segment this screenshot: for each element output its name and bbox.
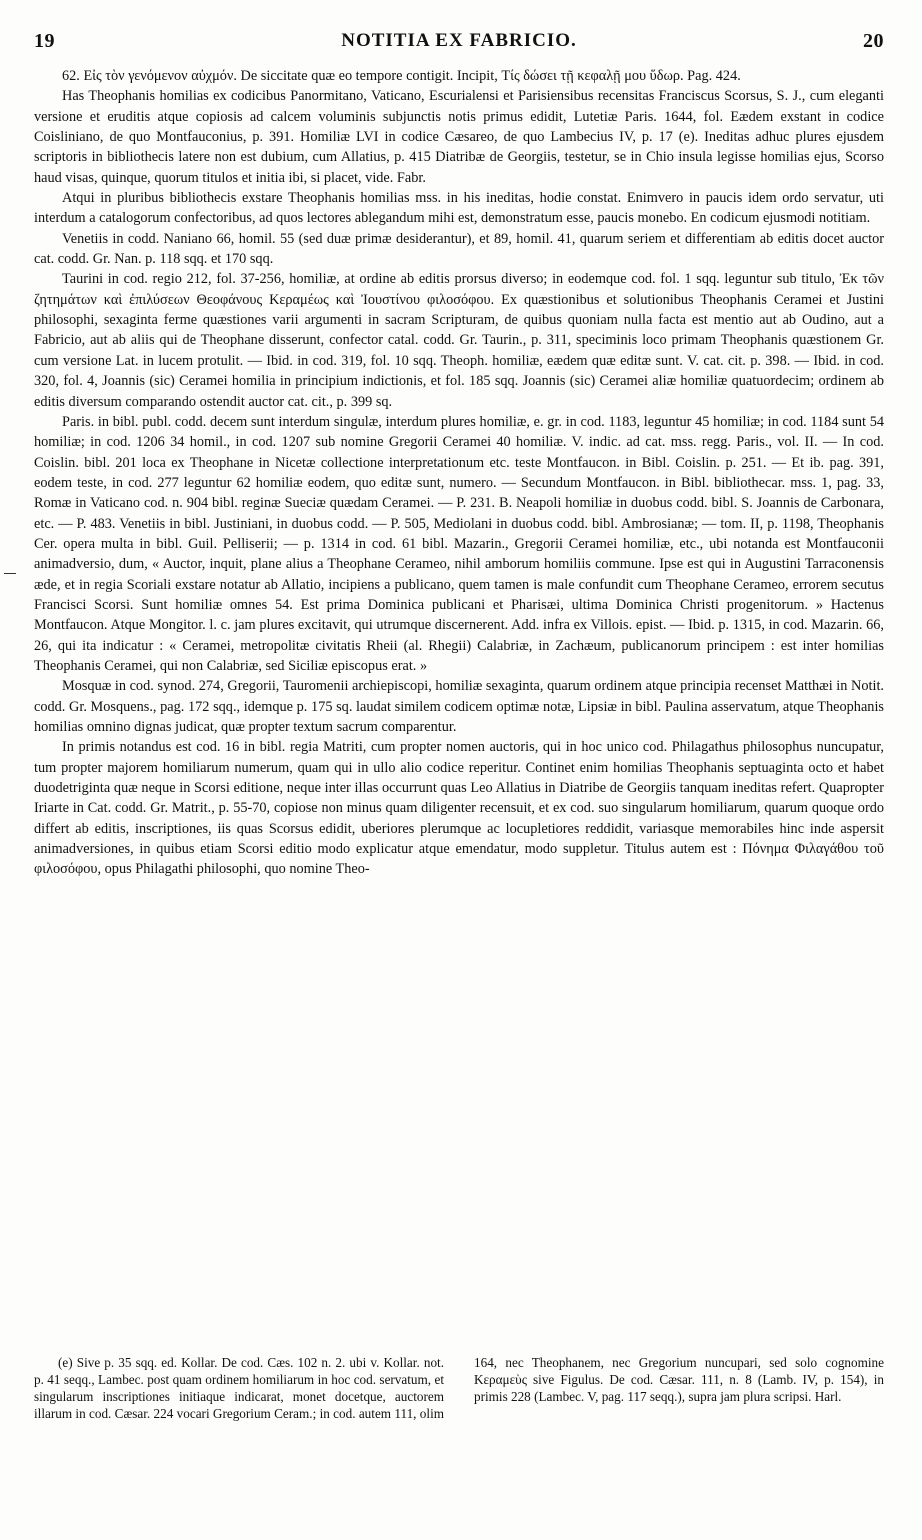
body-paragraph: Mosquæ in cod. synod. 274, Gregorii, Tauromenii archiepiscopi, homiliæ sexaginta, quarum ordinem atque principia recenset Matthæi in Notit. codd. Gr. Mosquens., pag. 172 sqq., idemque p. 175 sq. laudat similem codicem optimæ notæ, Lipsiæ in bibl. Paulina asservatum, atque Theophanis homilias omnino dignas judicat, quæ propter textum sacrum comparentur. <box>34 678 884 735</box>
body-paragraph: Atqui in pluribus bibliothecis exstare Theophanis homilias mss. in his ineditas, hodie constat. Enimvero in paucis idem ordo servatur, uti interdum a catalogorum confectoribus, ad quos lectores ablegandum mihi est, demonstratum esse, paucis monebo. En codicum ejusmodi notitiam. <box>34 190 884 227</box>
body-paragraph: Paris. in bibl. publ. codd. decem sunt interdum singulæ, interdum plures homiliæ, e. gr. in cod. 1183, leguntur 45 homiliæ; in cod. 1184 sunt 54 homiliæ; in cod. 1206 34 homil., in cod. 1207 sub nomine Gregorii Ceramei 40 homiliæ. V. indic. ad cat. mss. regg. Paris., vol. II. — In cod. Coislin. bibl. 201 loca ex Theophane in Nicetæ collectione interpretationum etc. teste Montfaucon. in Bibl. Coislin. p. 251. — Et ib. pag. 391, eodem teste, in cod. 277 leguntur 62 homiliæ eodem, quo editæ sunt, numero. — Secundum Montfaucon. in Bibl. bibliothecar. mss. 1, pag. 33, Romæ in Vaticano cod. n. 904 bibl. reginæ Sueciæ quædam Ceramei. — P. 231. B. Neapoli homiliæ in duobus codd. bibl. S. Joannis de Carbonara, etc. — P. 483. Venetiis in bibl. Justiniani, in duobus codd. — P. 505, Mediolani in duobus codd. bibl. Ambrosianæ; — tom. II, p. 1198, Theophanis Cer. opera multa in bibl. Guil. Pelliserii; — p. 1314 in cod. 61 bibl. Mazarin., Gregorii Ceramei homiliæ, etc., ubi notanda est Montfauconii animadversio, dum, « Auctor, inquit, plane alius a Theophane Cerameo, nihil amborum homiliis commune. Ipse est qui in Augustini Tarraconensis æde, et in regia Scoriali exstare notatur ab Allatio, incipiens a publicano, quem tamen is male confundit cum Theophane Cerameo, errorem secutus Francisci Scorsi. Sunt homiliæ omnes 54. Est prima Dominica publicani et Pharisæi, ultima Dominica Christi progenitorum. » Hactenus Montfaucon. Atque Mongitor. l. c. jam plures excitavit, qui utrumque discernerent. Add. infra ex Villois. epist. — Ibid. p. 1315, in cod. Mazarin. 66, 26, qui ita indicatur : « Ceramei, metropolitæ civitatis Rheii (al. Rhegii) Calabriæ, in Zachæum, publicanorum principem : est inter homilias Theophanis Ceramei, qui non Calabriæ, sed Siciliæ episcopus erat. » <box>34 413 884 674</box>
body-paragraph: Venetiis in codd. Naniano 66, homil. 55 (sed duæ primæ desiderantur), et 89, homil. 41, quarum seriem et differentiam ab editis docet auctor cat. codd. Gr. Nan. p. 118 sqq. et 170 sqq. <box>34 230 884 268</box>
footnote-e: (e) Sive p. 35 sqq. ed. Kollar. De cod. Cæs. 102 n. 2. ubi v. Kollar. not. p. 41 seqq., Lambec. post quam ordinem homiliarum in hoc cod. servatum, et singularum inscriptiones initiaque indicarat, monet docetque, auctorem illarum in cod. Cæsar. 224 vocari Gregorium Ceram.; in cod. autem 111, olim 164, nec Theophanem, nec Gregorium nuncupari, sed solo cognomine Κεραμεὺς sive Figulus. De cod. Cæsar. 111, n. 8 (Lamb. IV, p. 154), in primis 228 (Lambec. V, pag. 117 seqq.), supra jam plura scripsi. Harl. <box>34 1355 884 1421</box>
running-title: NOTITIA EX FABRICIO. <box>341 30 577 51</box>
main-text <box>34 66 884 880</box>
page-number-right: 20 <box>863 30 884 52</box>
body-paragraph: Has Theophanis homilias ex codicibus Panormitano, Vaticano, Escurialensi et Parisiensibus recensitas Franciscus Scorsus, S. J., cum eleganti versione et eruditis atque copiosis ad calcem voluminis subjunctis notis primus edidit, Lutetiæ Paris. 1644, fol. Eædem exstant in codice Coisliniano, de quo Montfauconius, p. 391. Homiliæ LVI in codice Cæsareo, de quo Lambecius IV, p. 17 (e). Ineditas adhuc plures ejusdem scriptoris in bibliothecis latere non est dubium, cum Allatius, p. 415 Diatribæ de Georgiis, testetur, se in Chio insula legisse homilias ejus, Scorso haud visas, quinque, quorum titulos et initia ibi, si placet, vide. Fabr. <box>34 88 884 186</box>
margin-mark <box>4 573 16 574</box>
body-paragraph: Taurini in cod. regio 212, fol. 37-256, homiliæ, at ordine ab editis prorsus diverso; in eodemque cod. fol. 1 sqq. leguntur sub titulo, Ἐκ τῶν ζητημάτων καὶ ἐπιλύσεων Θεοφάνους Κεραμέως καὶ Ἰουστίνου φιλοσόφου. Ex quæstionibus et solutionibus Theophanis Ceramei et Justini philosophi, sexaginta ferme quæstiones varii argumenti in sacram Scripturam, de quibus quoniam nulla facta est mentio aut ab Oudino, aut a Fabricio, aut ab aliis qui de Theophane disserunt, confector catal. codd. Gr. Taurin., p. 311, speciminis loco primam Theophanis quæstionem Gr. cum versione Lat. in lucem protulit. — Ibid. in cod. 319, fol. 10 sqq. Theoph. homiliæ, eædem quæ editæ sunt. V. cat. cit. p. 398. — Ibid. in cod. 320, fol. 4, Joannis (sic) Ceramei homilia in principium indictionis, et fol. 185 sqq. Joannis (sic) Ceramei aliæ homiliæ quatuordecim; ordinem ab editis diversum comparando ostendit auctor cat. cit., p. 399 sq. <box>34 271 884 410</box>
page-number-left: 19 <box>34 30 55 52</box>
entry-62-paragraph: 62. Εἰς τὸν γενόμενον αὐχμόν. De siccitate quæ eo tempore contigit. Incipit, Τίς δώσει τῇ κεφαλῇ μου ὕδωρ. Pag. 424. <box>62 68 741 84</box>
footnotes <box>34 1354 884 1422</box>
page-header <box>34 30 884 62</box>
body-paragraph: In primis notandus est cod. 16 in bibl. regia Matriti, cum propter nomen auctoris, qui in hoc unico cod. Philagathus philosophus nuncupatur, tum propter majorem homiliarum numerum, quam qui in ullo alio codice reperitur. Continet enim homilias Theophanis septuaginta octo et habet duodetriginta quæ neque in Scorsi editione, neque inter illas occurrunt quas Leo Allatius in Diatribe de Georgiis tanquam ineditas refert. Quapropter Iriarte in Cat. codd. Gr. Matrit., p. 55-70, copiose non minus quam diligenter recensuit, et ex cod. suo singularum homiliarum, quarum quoque ordo differt ab editis, inscriptiones, iis quas Scorsus edidit, uberiores plerumque ac locupletiores reddidit, variasque memorabiles hinc inde aspersit animadversiones, in quibus etiam Scorsi editio modo explicatur atque emendatur, modo suppletur. Titulus autem est : Πόνημα Φιλαγάθου τοῦ φιλοσόφου, opus Philagathi philosophi, quo nomine Theo- <box>34 739 884 878</box>
